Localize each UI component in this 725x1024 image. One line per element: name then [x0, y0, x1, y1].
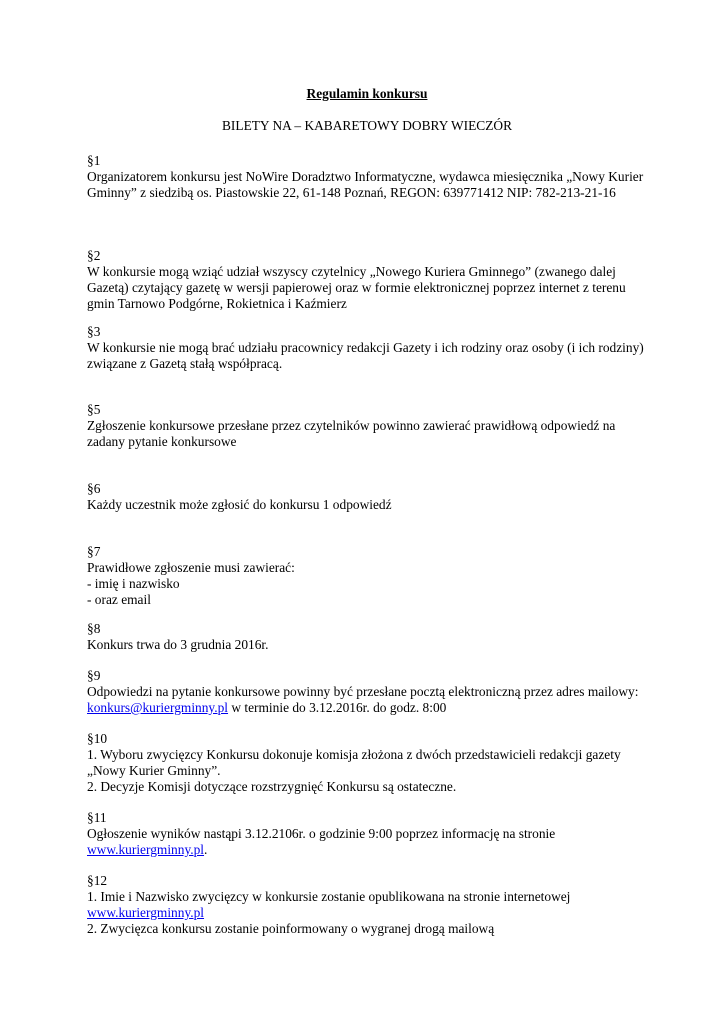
- section-text: Zgłoszenie konkursowe przesłane przez czytelników powinno zawierać prawidłową odpowiedź na zadany pytanie konkursowe: [87, 418, 616, 449]
- section-mark: §9: [87, 668, 101, 683]
- section-text-email-line: [87, 700, 647, 716]
- section-text: w terminie do 3.12.2016r. do godz. 8:00: [228, 700, 447, 715]
- section-7: [87, 544, 647, 608]
- list-item: 2. Decyzje Komisji dotyczące rozstrzygnięć Konkursu są ostateczne.: [87, 779, 457, 794]
- section-mark: §2: [87, 248, 101, 263]
- section-6: [87, 481, 647, 513]
- section-5: [87, 402, 647, 450]
- section-text: Konkurs trwa do 3 grudnia 2016r.: [87, 637, 269, 652]
- list-item: 2. Zwycięzca konkursu zostanie poinformowany o wygranej drogą mailową: [87, 921, 495, 936]
- section-text: Każdy uczestnik może zgłosić do konkursu 1 odpowiedź: [87, 497, 392, 512]
- section-text: Organizatorem konkursu jest NoWire Doradztwo Informatyczne, wydawca miesięcznika „Nowy Kurier Gminny” z siedzibą os. Piastowskie 22, 61-148 Poznań, REGON: 639771412 NIP: 782-213-21-16: [87, 169, 644, 200]
- website-link[interactable]: www.kuriergminny.pl: [87, 905, 205, 920]
- list-item: - imię i nazwisko: [87, 576, 180, 591]
- section-1: [87, 153, 647, 201]
- section-text: Odpowiedzi na pytanie konkursowe powinny być przesłane pocztą elektroniczną przez adres mailowy:: [87, 684, 639, 699]
- section-link-line: [87, 905, 647, 921]
- document-title: Regulamin konkursu: [306, 86, 428, 101]
- section-mark: §8: [87, 621, 101, 636]
- section-8: [87, 621, 647, 653]
- section-text: Ogłoszenie wyników nastąpi 3.12.2106r. o godzinie 9:00 poprzez informację na stronie: [87, 826, 556, 841]
- section-text: W konkursie mogą wziąć udział wszyscy czytelnicy „Nowego Kuriera Gminnego” (zwanego dalej Gazetą) czytający gazetę w wersji papierowej oraz w formie elektronicznej poprzez internet z terenu gmin Tarnowo Podgórne, Rokietnica i Kaźmierz: [87, 264, 626, 311]
- section-text: W konkursie nie mogą brać udziału pracownicy redakcji Gazety i ich rodziny oraz osoby (i ich rodziny) związane z Gazetą stałą współpracą.: [87, 340, 644, 371]
- section-2: [87, 248, 647, 312]
- document-subtitle: BILETY NA – KABARETOWY DOBRY WIECZÓR: [222, 118, 512, 133]
- email-link[interactable]: konkurs@kuriergminny.pl: [87, 700, 229, 715]
- section-mark: §1: [87, 153, 101, 168]
- list-item: 1. Imie i Nazwisko zwycięzcy w konkursie zostanie opublikowana na stronie internetowej: [87, 889, 571, 904]
- section-3: [87, 324, 647, 372]
- list-item: - oraz email: [87, 592, 151, 607]
- website-link[interactable]: www.kuriergminny.pl: [87, 842, 205, 857]
- section-mark: §5: [87, 402, 101, 417]
- section-10: [87, 731, 647, 795]
- link-suffix: .: [204, 842, 208, 857]
- section-mark: §3: [87, 324, 101, 339]
- list-item: 1. Wyboru zwycięzcy Konkursu dokonuje komisja złożona z dwóch przedstawicieli redakcji gazety „Nowy Kurier Gminny”.: [87, 747, 621, 778]
- section-11: [87, 810, 647, 858]
- section-mark: §10: [87, 731, 108, 746]
- section-9: [87, 668, 647, 716]
- section-mark: §12: [87, 873, 108, 888]
- section-mark: §6: [87, 481, 101, 496]
- section-mark: §7: [87, 544, 101, 559]
- document-page: [87, 86, 647, 936]
- section-intro: Prawidłowe zgłoszenie musi zawierać:: [87, 560, 295, 575]
- section-12: [87, 873, 647, 937]
- section-link-line: [87, 842, 647, 858]
- section-mark: §11: [87, 810, 107, 825]
